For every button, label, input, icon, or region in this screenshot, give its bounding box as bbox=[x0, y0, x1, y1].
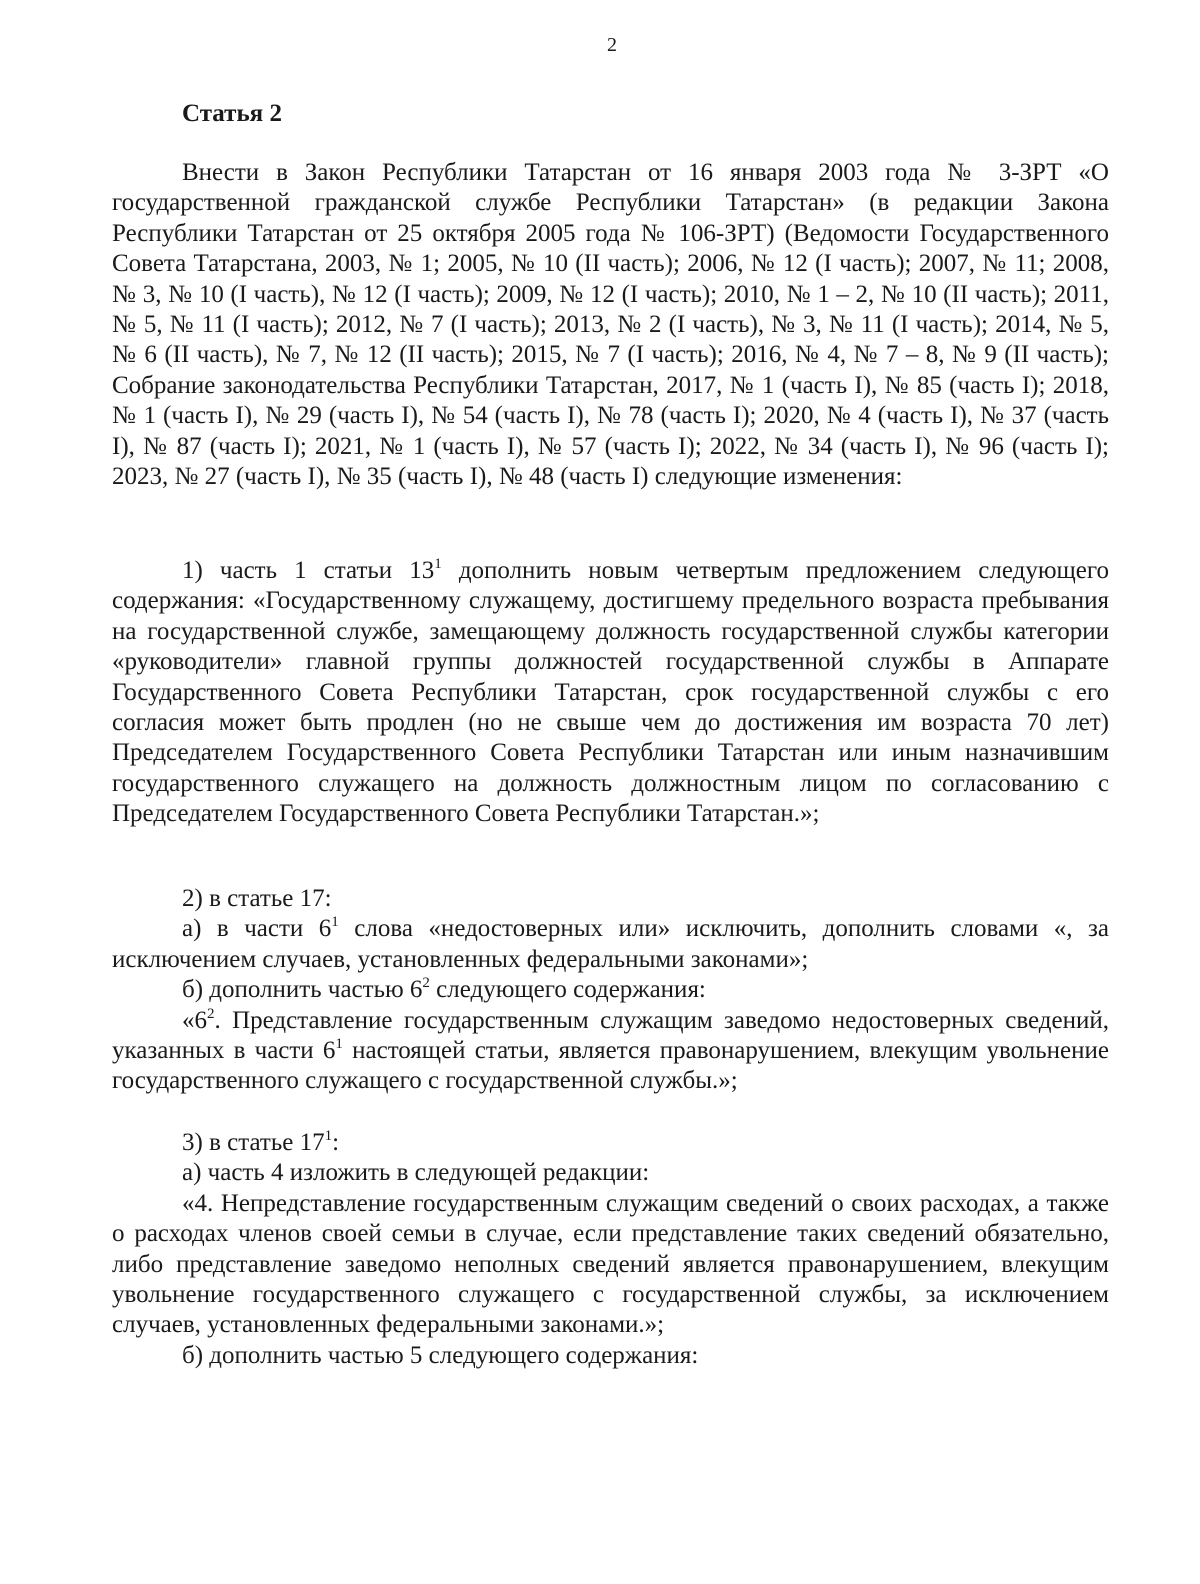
item-2-a bbox=[112, 914, 1109, 975]
item-2-quote bbox=[112, 1006, 1109, 1097]
item-3-block bbox=[112, 1128, 1109, 1371]
item-2-b-sup: 2 bbox=[422, 975, 430, 992]
item-2-b bbox=[112, 975, 1109, 1005]
item-3-title-sup: 1 bbox=[324, 1128, 333, 1144]
item-3-a: а) часть 4 изложить в следующей редакции: bbox=[182, 1159, 650, 1187]
item-1-sup: 1 bbox=[434, 556, 442, 572]
item-2-b-lead: б) дополнить частью 6 bbox=[182, 976, 423, 1004]
page-number: 2 bbox=[607, 34, 617, 56]
item-2-b-text: следующего содержания: bbox=[429, 976, 706, 1004]
article-title: Статья 2 bbox=[182, 100, 282, 127]
item-2-title: 2) в статье 17: bbox=[182, 885, 332, 912]
item-1-lead: 1) часть 1 статьи 13 bbox=[182, 557, 435, 584]
item-2-quote-text: настоящей статьи, является правонарушением, влекущим увольнение государственного служащего с государственной службы.»; bbox=[112, 1037, 1110, 1095]
item-1-paragraph bbox=[112, 556, 1109, 830]
item-1-text: дополнить новым четвертым предложением следующего содержания: «Государственному служащему, достигшему предельного возраста пребывания на государственной службе, замещающему должность государственной службы категории «руководители» главной группы должностей государственной службы в Аппарате Государственного Совета Республики Татарстан, срок государственной службы с его согласия может быть продлен (но не свыше чем до достижения им возраста 70 лет) Председателем Государственного Совета Республики Татарстан или иным назначившим государственного служащего на должность должностным лицом по согласованию с Председателем Государственного Совета Республики Татарстан.»; bbox=[112, 557, 1109, 828]
item-2-a-text: слова «недостоверных или» исключить, дополнить словами «, за исключением случаев, установленных федеральными законами»; bbox=[112, 915, 1110, 973]
item-2-quote-sup2: 1 bbox=[335, 1036, 343, 1053]
item-2-block bbox=[112, 884, 1109, 1097]
item-3-quote: «4. Непредставление государственным служащим сведений о своих расходах, а также о расходах членов своей семьи в случае, если представление таких сведений обязательно, либо представление заведомо неполных сведений является правонарушением, влекущим увольнение государственного служащего с государственной службы, за исключением случаев, установленных федеральными законами.»; bbox=[112, 1189, 1109, 1339]
item-3-title-rest: : bbox=[332, 1129, 340, 1156]
intro-paragraph: Внести в Закон Республики Татарстан от 16 января 2003 года № 3-ЗРТ «О государственной гражданской службе Республики Татарстан» (в редакции Закона Республики Татарстан от 25 октября 2005 года № 106-ЗРТ) (Ведомости Государственного Совета Татарстана, 2003, № 1; 2005, № 10 (II часть); 2006, № 12 (I часть); 2007, № 11; 2008, № 3, № 10 (I часть), № 12 (I часть); 2009, № 12 (I часть); 2010, № 1 – 2, № 10 (II часть); 2011, № 5, № 11 (I часть); 2012, № 7 (I часть); 2013, № 2 (I часть), № 3, № 11 (I часть); 2014, № 5, № 6 (II часть), № 7, № 12 (II часть); 2015, № 7 (I часть); 2016, № 4, № 7 – 8, № 9 (II часть); Собрание законодательства Республики Татарстан, 2017, № 1 (часть I), № 85 (часть I); 2018, № 1 (часть I), № 29 (часть I), № 54 (часть I), № 78 (часть I); 2020, № 4 (часть I), № 37 (часть I), № 87 (часть I); 2021, № 1 (часть I), № 57 (часть I); 2022, № 34 (часть I), № 96 (часть I); 2023, № 27 (часть I), № 35 (часть I), № 48 (часть I) следующие изменения: bbox=[112, 159, 1109, 491]
item-2-quote-mid: . Представление государственным служащим заведомо недостоверных сведений, указанных в части 6 bbox=[112, 1006, 1109, 1065]
item-2-quote-sup: 2 bbox=[207, 1005, 215, 1022]
item-2-a-lead: а) в части 6 bbox=[182, 915, 332, 943]
item-2-a-sup: 1 bbox=[331, 914, 339, 931]
item-3-title bbox=[112, 1128, 1109, 1158]
item-3-b: б) дополнить частью 5 следующего содержания: bbox=[182, 1341, 699, 1369]
item-2-quote-lead: «6 bbox=[182, 1006, 207, 1034]
item-3-title-lead: 3) в статье 17 bbox=[182, 1129, 325, 1156]
